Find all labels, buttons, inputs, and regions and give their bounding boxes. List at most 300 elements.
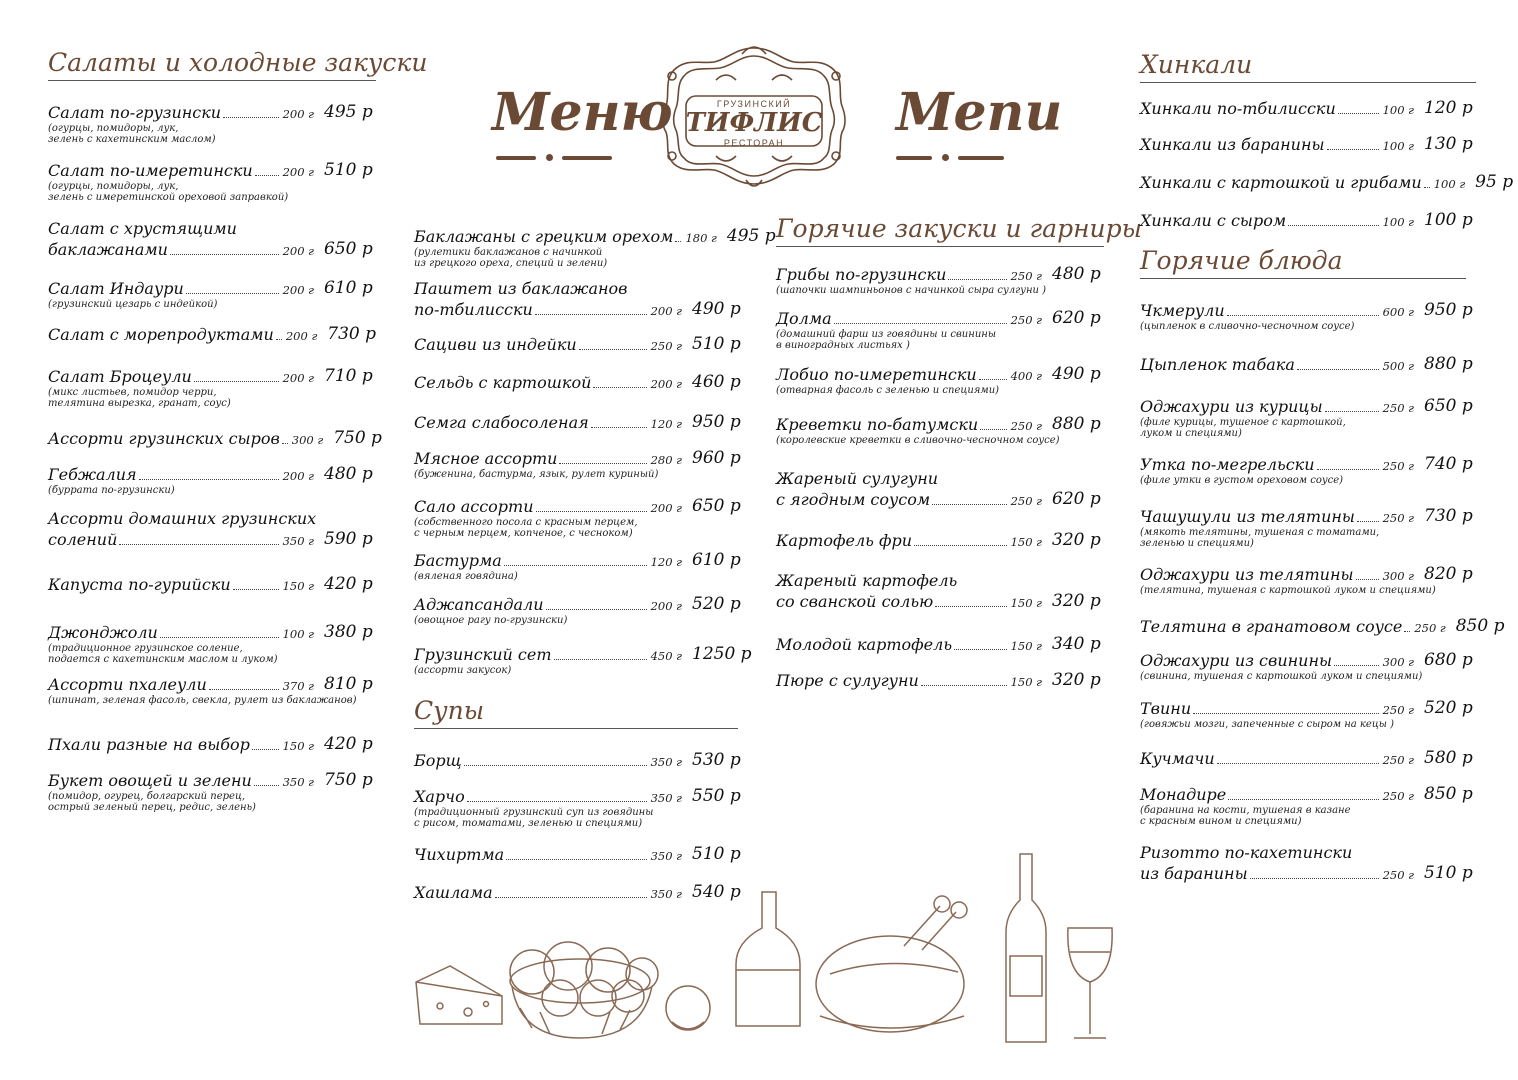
dot-leader <box>1297 369 1379 370</box>
dish-weight: 200 г <box>282 283 314 297</box>
dish-weight: 250 г <box>1382 401 1414 415</box>
dish-price: 650 р <box>324 239 373 259</box>
dot-leader <box>834 323 1007 324</box>
dish-price: 340 р <box>1052 634 1101 654</box>
dish-price: 880 р <box>1052 414 1101 434</box>
dish-price: 130 р <box>1424 134 1473 154</box>
menu-item <box>1140 564 1476 596</box>
dish-price: 950 р <box>692 412 741 432</box>
dish-weight: 370 г <box>282 679 314 693</box>
menu-item-row <box>414 299 744 320</box>
menu-item <box>48 464 376 496</box>
dish-weight: 250 г <box>650 339 682 353</box>
dot-leader <box>593 387 646 388</box>
dish-price: 850 р <box>1424 784 1473 804</box>
menu-item <box>1140 698 1476 730</box>
dish-name: баклажанами <box>48 240 168 259</box>
dot-leader <box>980 429 1006 430</box>
dish-price: 420 р <box>324 574 373 594</box>
dish-name: Картофель фри <box>776 531 913 550</box>
menu-item <box>1140 134 1476 155</box>
dish-weight: 180 г <box>685 231 717 245</box>
dot-leader <box>1357 521 1379 522</box>
dish-price: 620 р <box>1052 489 1101 509</box>
dot-leader <box>223 117 278 118</box>
dish-name: Хинкали с сыром <box>1140 211 1287 230</box>
section-hot-appetizers <box>776 214 1143 704</box>
dish-weight: 100 г <box>1382 215 1414 229</box>
menu-item-row <box>1140 396 1476 417</box>
dish-weight: 150 г <box>1010 639 1042 653</box>
divider <box>896 156 932 160</box>
dot-leader <box>1327 149 1379 150</box>
dish-name-line1: Ризотто по-кахетински <box>1140 843 1353 862</box>
dish-price: 510 р <box>324 160 373 180</box>
menu-item <box>48 574 376 595</box>
menu-item <box>1140 300 1476 332</box>
dish-name: Салат с морепродуктами <box>48 325 274 344</box>
menu-item <box>414 448 744 480</box>
dish-price: 495 р <box>726 226 776 246</box>
dot-leader <box>921 685 1007 686</box>
dot-leader <box>1334 665 1379 666</box>
dish-name: Баклажаны с грецким орехом <box>414 227 674 246</box>
menu-item <box>1140 354 1476 375</box>
dish-weight: 250 г <box>1414 621 1446 635</box>
dish-weight: 350 г <box>650 849 682 863</box>
dish-price: 100 р <box>1424 210 1473 230</box>
dish-description: (баранина на кости, тушеная в казане с красным вином и специями) <box>1140 805 1351 827</box>
dish-description: (буррата по-грузински) <box>48 485 175 496</box>
menu-item-row <box>48 770 376 791</box>
dot-leader <box>186 293 279 294</box>
dish-description: (ассорти закусок) <box>414 665 512 676</box>
dish-weight: 300 г <box>291 433 324 447</box>
dish-price: 530 р <box>692 750 741 770</box>
dish-name: по-тбилисски <box>414 300 533 319</box>
dish-description: (мякоть телятины, тушеная с томатами, зеленью и специями) <box>1140 527 1380 549</box>
dot-leader <box>170 254 279 255</box>
dish-weight: 120 г <box>650 555 682 569</box>
dish-price: 820 р <box>1424 564 1473 584</box>
dish-weight: 200 г <box>282 371 314 385</box>
dot-leader <box>935 606 1006 607</box>
dish-description: (филе утки в густом ореховом соусе) <box>1140 475 1344 486</box>
dish-name-line1: Паштет из баклажанов <box>414 279 628 298</box>
menu-item <box>1140 172 1514 193</box>
section-title: Салаты и холодные закуски <box>48 48 376 81</box>
dot-leader <box>252 749 279 750</box>
dish-weight: 350 г <box>650 755 682 769</box>
menu-item-row <box>1140 98 1476 119</box>
dish-weight: 250 г <box>1010 269 1042 283</box>
food-illustration <box>410 846 1130 1046</box>
menu-item <box>48 622 376 665</box>
dish-name-line1: Жареный сулугуни <box>776 469 939 488</box>
menu-item <box>48 508 376 550</box>
menu-item-row <box>414 594 744 615</box>
menu-item-row <box>414 786 744 807</box>
menu-item-row <box>1140 784 1476 805</box>
dish-name: солений <box>48 530 118 549</box>
dish-name: Букет овощей и зелени <box>48 771 252 790</box>
menu-item <box>776 308 1104 351</box>
menu-item-row <box>48 428 382 449</box>
dish-price: 1250 р <box>692 644 752 664</box>
dish-name: Семга слабосоленая <box>414 413 589 432</box>
dish-weight: 100 г <box>1433 177 1466 191</box>
dish-weight: 250 г <box>1382 868 1414 882</box>
dish-name: Ассорти грузинских сыров <box>48 429 280 448</box>
dish-name: Оджахури из курицы <box>1140 397 1323 416</box>
dish-price: 420 р <box>324 734 373 754</box>
dish-price: 650 р <box>1424 396 1473 416</box>
divider <box>562 156 612 160</box>
dot-leader <box>579 349 647 350</box>
dot-leader <box>979 379 1007 380</box>
menu-item <box>48 366 376 409</box>
menu-item <box>414 372 744 393</box>
dish-price: 95 р <box>1475 172 1514 192</box>
dot-leader <box>282 443 288 444</box>
menu-item-row <box>776 364 1104 385</box>
dish-name: Грибы по-грузински <box>776 265 947 284</box>
dish-price: 380 р <box>324 622 373 642</box>
dish-name: с ягодным соусом <box>776 490 931 509</box>
menu-item-row <box>48 464 376 485</box>
dish-weight: 120 г <box>650 417 682 431</box>
dish-description: (домашний фарш из говядины и свинины в виноградных листьях ) <box>776 329 996 351</box>
dot-leader <box>233 589 279 590</box>
dot-leader <box>954 649 1007 650</box>
dish-name: Монадире <box>1140 785 1227 804</box>
dish-name: Хинкали по-тбилисски <box>1140 99 1336 118</box>
dish-name: Капуста по-гурийски <box>48 575 231 594</box>
menu-item-row <box>1140 300 1476 321</box>
dish-weight: 250 г <box>1382 459 1414 473</box>
dot-leader <box>554 659 647 660</box>
dish-name: Аджапсандали <box>414 595 544 614</box>
dish-weight: 150 г <box>1010 675 1042 689</box>
dish-name-line1: Жареный картофель <box>776 571 958 590</box>
dish-weight: 200 г <box>285 329 318 343</box>
dish-weight: 200 г <box>650 377 682 391</box>
dish-description: (отварная фасоль с зеленью и специями) <box>776 385 1000 396</box>
section-title-soups: Супы <box>414 696 738 729</box>
dot-leader <box>1424 187 1430 188</box>
menu-item <box>414 412 744 433</box>
dot-leader <box>932 504 1006 505</box>
dot-leader <box>1356 579 1379 580</box>
dish-description: (филе курицы, тушеное с картошкой, луком и специями) <box>1140 417 1346 439</box>
dish-price: 320 р <box>1052 530 1101 550</box>
dish-weight: 250 г <box>1382 789 1414 803</box>
dot-leader <box>1250 878 1379 879</box>
menu-item <box>48 160 376 203</box>
dish-price: 610 р <box>692 550 741 570</box>
menu-item-row <box>48 734 376 755</box>
dish-description: (говяжьи мозги, запеченные с сыром на кецы ) <box>1140 719 1395 730</box>
menu-item-row <box>414 334 744 355</box>
menu-item <box>48 278 376 310</box>
menu-item-row <box>776 530 1104 551</box>
dot-leader <box>504 565 647 566</box>
dish-name: Оджахури из свинины <box>1140 651 1333 670</box>
dish-weight: 350 г <box>282 534 314 548</box>
dish-price: 320 р <box>1052 670 1101 690</box>
dish-weight: 200 г <box>650 501 682 515</box>
menu-item-row <box>1140 863 1476 884</box>
dish-name: Твини <box>1140 699 1192 718</box>
dish-price: 480 р <box>324 464 373 484</box>
dish-price: 850 р <box>1455 616 1505 636</box>
dish-name: Оджахури из телятины <box>1140 565 1354 584</box>
menu-item <box>414 278 744 320</box>
logo-name: ТИФЛИС <box>685 108 823 138</box>
dish-name: Кучмачи <box>1140 749 1215 768</box>
dish-weight: 250 г <box>1382 511 1414 525</box>
menu-item-row <box>1140 616 1505 637</box>
dish-description: (королевские креветки в сливочно-чесночном соусе) <box>776 435 1060 446</box>
menu-item <box>1140 842 1476 884</box>
dish-name: Салат Индаури <box>48 279 184 298</box>
menu-item-row <box>414 448 744 469</box>
dish-name: Мясное ассорти <box>414 449 558 468</box>
menu-item <box>776 264 1104 296</box>
menu-item-row <box>48 239 376 260</box>
dot-leader <box>1193 713 1378 714</box>
menu-item <box>414 226 776 269</box>
dish-price: 880 р <box>1424 354 1473 374</box>
menu-item <box>48 218 376 260</box>
dish-price: 750 р <box>333 428 382 448</box>
dish-description: (помидор, огурец, болгарский перец, острый зеленый перец, редис, зелень) <box>48 791 256 813</box>
dot-leader <box>559 463 646 464</box>
dot-leader <box>254 785 279 786</box>
menu-item-row <box>414 226 776 247</box>
menu-item <box>1140 650 1476 682</box>
menu-item <box>48 734 376 755</box>
dot-leader <box>276 339 282 340</box>
dish-name: Хинкали с картошкой и грибами <box>1140 173 1422 192</box>
menu-item-row <box>48 622 376 643</box>
dish-weight: 100 г <box>1382 139 1414 153</box>
dish-weight: 250 г <box>1010 419 1042 433</box>
dot-leader <box>1288 225 1378 226</box>
dot-leader <box>1325 411 1379 412</box>
dish-price: 510 р <box>1424 863 1473 883</box>
section-title: Хинкали <box>1140 50 1476 83</box>
menu-title-ru: Меню <box>492 82 673 143</box>
dish-price: 520 р <box>1424 698 1473 718</box>
menu-item <box>776 468 1104 510</box>
dot-leader <box>255 175 279 176</box>
dish-price: 510 р <box>692 844 741 864</box>
dish-name: из баранины <box>1140 864 1248 883</box>
dish-name: Хинкали из баранины <box>1140 135 1325 154</box>
dish-price: 650 р <box>692 496 741 516</box>
dish-weight: 150 г <box>282 739 314 753</box>
section-cold-appetizers <box>414 226 776 916</box>
dish-price: 550 р <box>692 786 741 806</box>
dot-leader <box>1228 799 1378 800</box>
logo-subtitle-bottom: РЕСТОРАН <box>723 138 785 148</box>
dish-name: Утка по-мегрельски <box>1140 455 1315 474</box>
dish-description: (свинина, тушеная с картошкой луком и специями) <box>1140 671 1423 682</box>
menu-item-row <box>48 102 376 123</box>
dish-name: Бастурма <box>414 551 502 570</box>
dish-weight: 200 г <box>282 165 314 179</box>
menu-item-row <box>1140 748 1476 769</box>
menu-item-row <box>48 324 376 345</box>
dish-price: 750 р <box>324 770 373 790</box>
dish-weight: 350 г <box>282 775 314 789</box>
menu-item <box>48 428 382 449</box>
menu-item-row <box>414 372 744 393</box>
dish-description: (микс листьев, помидор черри, телятина вырезка, гранат, соус) <box>48 387 231 409</box>
menu-item <box>414 644 752 676</box>
dish-name: Долма <box>776 309 832 328</box>
dish-weight: 200 г <box>282 107 314 121</box>
dish-price: 810 р <box>324 674 373 694</box>
dish-description: (огурцы, помидоры, лук, зелень с имеретинской ореховой заправкой) <box>48 181 289 203</box>
dish-description: (шапочки шампиньонов с начинкой сыра сулгуни ) <box>776 285 1047 296</box>
dish-description: (вяленая говядина) <box>414 571 518 582</box>
food-sketch-icon <box>410 846 1130 1046</box>
dish-name: Сало ассорти <box>414 497 534 516</box>
dish-weight: 250 г <box>1010 494 1042 508</box>
dot-leader <box>139 479 279 480</box>
dish-price: 120 р <box>1424 98 1473 118</box>
dot-leader <box>209 689 279 690</box>
dish-name: Хашлама <box>414 883 493 902</box>
dish-price: 540 р <box>692 882 741 902</box>
menu-item-row <box>1140 454 1476 475</box>
dish-weight: 150 г <box>282 579 314 593</box>
menu-item-row <box>48 160 376 181</box>
dot-leader <box>464 765 647 766</box>
dot-leader <box>119 544 278 545</box>
dot-leader <box>467 801 647 802</box>
menu-item-row <box>1140 564 1476 585</box>
dish-price: 730 р <box>1424 506 1473 526</box>
dish-name: Чашушули из телятины <box>1140 507 1355 526</box>
dish-weight: 150 г <box>1010 535 1042 549</box>
menu-item-row <box>776 308 1104 329</box>
menu-item-row <box>1140 210 1476 231</box>
menu-item-row <box>776 634 1104 655</box>
dot-leader <box>914 545 1007 546</box>
menu-item-row <box>776 670 1104 691</box>
dish-price: 495 р <box>324 102 373 122</box>
dish-description: (грузинский цезарь с индейкой) <box>48 299 218 310</box>
dish-weight: 500 г <box>1382 359 1414 373</box>
menu-item-row <box>776 414 1104 435</box>
menu-item <box>776 670 1104 691</box>
dish-weight: 100 г <box>282 627 314 641</box>
section-salads <box>48 48 428 838</box>
dish-name: Молодой картофель <box>776 635 953 654</box>
divider <box>496 156 536 160</box>
menu-item-row <box>1140 354 1476 375</box>
dish-weight: 350 г <box>650 791 682 805</box>
menu-item <box>414 550 744 582</box>
dish-weight: 250 г <box>1382 703 1414 717</box>
dish-name: Грузинский сет <box>414 645 552 664</box>
divider-dot <box>942 154 949 161</box>
restaurant-logo <box>656 40 852 190</box>
dish-name: со сванской солью <box>776 592 934 611</box>
dish-name: Чихиртма <box>414 845 505 864</box>
dish-price: 320 р <box>1052 591 1101 611</box>
dish-price: 960 р <box>692 448 741 468</box>
dish-weight: 150 г <box>1010 596 1042 610</box>
menu-item-row <box>48 529 376 550</box>
logo-subtitle-top: ГРУЗИНСКИЙ <box>716 99 792 109</box>
dish-name: Креветки по-батумски <box>776 415 979 434</box>
menu-item <box>1140 98 1476 119</box>
divider-dot <box>546 154 553 161</box>
dish-name: Салат Броцеули <box>48 367 192 386</box>
dish-description: (собственного посола с красным перцем, с черным перцем, копченое, с чесноком) <box>414 517 638 539</box>
dot-leader <box>675 241 681 242</box>
dot-leader <box>1227 315 1379 316</box>
menu-item <box>776 414 1104 446</box>
dish-name: Сациви из индейки <box>414 335 577 354</box>
dish-name: Сельдь с картошкой <box>414 373 592 392</box>
dish-price: 730 р <box>327 324 377 344</box>
menu-item-row <box>776 264 1104 285</box>
dish-name: Цыпленок табака <box>1140 355 1295 374</box>
menu-item-row <box>48 674 376 695</box>
menu-item-row <box>414 644 752 665</box>
dish-description: (цыпленок в сливочно-чесночном соусе) <box>1140 321 1355 332</box>
menu-item-row <box>414 750 744 771</box>
section-title: Горячие закуски и гарниры <box>776 214 1104 247</box>
dish-name: Ассорти пхалеули <box>48 675 207 694</box>
dish-description: (традиционное грузинское соление, подается с кахетинским маслом и луком) <box>48 643 278 665</box>
menu-item-row <box>1140 134 1476 155</box>
menu-item-row <box>414 412 744 433</box>
menu-item <box>1140 506 1476 549</box>
menu-item <box>414 334 744 355</box>
dish-name: Чкмерули <box>1140 301 1225 320</box>
dish-description: (буженина, бастурма, язык, рулет куриный) <box>414 469 659 480</box>
dish-weight: 200 г <box>282 244 314 258</box>
dish-name: Харчо <box>414 787 465 806</box>
dot-leader <box>536 511 647 512</box>
dish-price: 490 р <box>1052 364 1101 384</box>
menu-item <box>48 770 376 813</box>
menu-item-row <box>48 366 376 387</box>
menu-item <box>414 750 744 771</box>
menu-item <box>48 102 376 145</box>
dot-leader <box>194 381 279 382</box>
menu-item <box>1140 396 1476 439</box>
menu-item <box>776 570 1104 612</box>
dish-price: 510 р <box>692 334 741 354</box>
menu-item <box>1140 454 1476 486</box>
divider <box>958 156 1004 160</box>
menu-item-row <box>1140 650 1476 671</box>
menu-item-row <box>48 278 376 299</box>
dish-name-line1: Салат с хрустящими <box>48 219 237 238</box>
menu-item <box>1140 616 1505 637</box>
dish-name: Телятина в гранатовом соусе <box>1140 617 1403 636</box>
menu-item-row <box>414 550 744 571</box>
dish-price: 710 р <box>324 366 373 386</box>
dot-leader <box>1404 631 1410 632</box>
